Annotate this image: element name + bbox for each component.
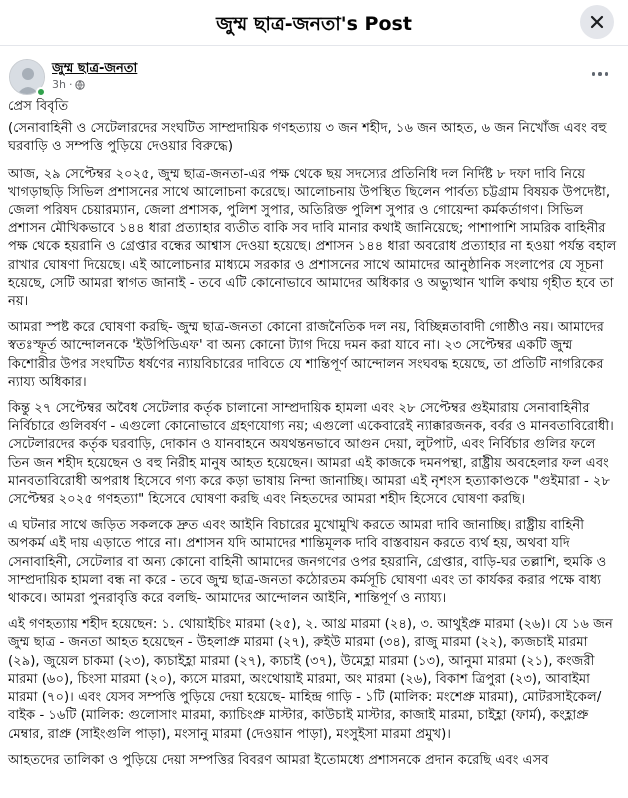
close-button[interactable] <box>580 5 614 39</box>
dot-icon <box>592 72 596 76</box>
dot-icon <box>605 72 609 76</box>
post-meta <box>52 78 85 91</box>
post-heading: প্রেস বিবৃতি <box>8 99 69 114</box>
post-time[interactable]: 3h <box>52 78 66 91</box>
post-paragraph: কিন্তু ২৭ সেপ্টেম্বর অবৈধ সেটেলার কর্তৃক চালানো সাম্প্রদায়িক হামলা এবং ২৮ সেপ্টেম্বর গুইমারায় সেনাবাহিনীর নির্বিচারে গুলিবর্ষণ - এগুলো কোনোভাবে গ্রহণযোগ্য নয়; এগুলো একেবারেই ন্যাক্কারজনক, বর্বর ও মানবতাবিরোধী। সেটেলারদের কর্তৃক ঘরবাড়ি, দোকান ও যানবাহনে অযথন্তনভাবে আগুন দেয়া, লুটপাট, এবং নির্বিচার গুলির ফলে তিন জন শহীদ হয়েছেন ও বহু নিরীহ মানুষ আহত হয়েছেন। আমরা এই কাজকে দমনপন্থা, রাষ্ট্রীয় অবহেলার ফল এবং মানবতাবিরোধী অপরাধ হিসেবে গণ্য করে কড়া ভাষায় নিন্দা জানাচ্ছি। আমরা এই নৃশংস হত্যাকাণ্ডকে "গুইমারা - ২৮ সেপ্টেম্বর ২০২৫ গণহত্যা" হিসেবে ঘোষণা করছি এবং নিহতদের আমরা শহীদ হিসেবে ঘোষণা করছি। <box>8 401 614 508</box>
online-status-dot <box>36 87 46 97</box>
post-author[interactable]: জুম্ম ছাত্র-জনতা <box>52 61 138 76</box>
close-icon <box>589 14 605 30</box>
meta-separator: · <box>68 78 73 91</box>
dialog-title: জুম্ম ছাত্র-জনতা's Post <box>216 13 412 35</box>
post-paragraph: এই গণহত্যায় শহীদ হয়েছেন: ১. থোয়াইচিং মারমা (২৫), ২. আথ্র মারমা (২৪), ৩. আথুইপ্রু মারমা (২৬)। যে ১৬ জন জুম্ম ছাত্র - জনতা আহত হয়েছেন - উহলাপ্রু মারমা (২৭), রুইউ মারমা (৩৪), রাজু মারমা (২২), ক্যজচাই মারমা (২৯), জুয়েল চাকমা (২৩), ক্যচাইহ্লা মারমা (২৭), ক্যচাই (৩৭), উমেহ্লা মারমা (১৩), আনুমা মারমা (২১), কংজরী মারমা (৬০), চিংসা মারমা (২০), ক্যসে মারমা, অংথোয়াই মারমা, অং মারমা (২৬), বিকাশ ত্রিপুরা (২৩), আবাইমা মারমা (৭০)। এবং যেসব সম্পত্তি পুড়িয়ে দেয়া হয়েছে- মাহিন্দ্র গাড়ি - ১টি (মালিক: মংশেপ্রু মারমা), মোটরসাইকেল/বাইক - ১৬টি (মালিক: গুলোসাং মারমা, ক্যাচিংপ্রু মাস্টার, কাউচাই মাস্টার, কাজাই মারমা, চাইহ্লা (ফার্ম), কংহ্লাপ্রু মেম্বার, রাপ্রু (সাইংগুলি পাড়া), মংসানু মারমা (দেওয়ান পাড়া), মংসুইসা মারমা প্রমুখ)। <box>8 617 613 742</box>
dot-icon <box>598 72 602 76</box>
globe-icon <box>75 80 85 90</box>
post-header <box>0 56 628 98</box>
post-paragraph: আমরা স্পষ্ট করে ঘোষণা করছি- জুম্ম ছাত্র-জনতা কোনো রাজনৈতিক দল নয়, বিচ্ছিন্নতাবাদী গোষ্ঠীও নয়। আমাদের স্বতঃস্ফূর্ত আন্দোলনকে 'ইউপিডিএফ' বা অন্য কোনো ট্যাগ দিয়ে দমন করা যাবে না। ২৩ সেপ্টেম্বর একটি জুম্ম কিশোরীর উপর সংঘটিত ধর্ষণের ন্যায়বিচারের দাবিতে যে শান্তিপূর্ণ আন্দোলন সংঘবদ্ধ হয়েছে, তা প্রতিটি নাগরিকের ন্যায্য অধিকার। <box>8 320 604 390</box>
post-subheading: (সেনাবাহিনী ও সেটেলারদের সংঘটিত সাম্প্রদায়িক গণহত্যায় ৩ জন শহীদ, ১৬ জন আহত, ৬ জন নিখোঁজ এবং বহু ঘরবাড়ি ও সম্পত্তি পুড়িয়ে দেওয়ার বিরুদ্ধে) <box>8 121 607 155</box>
more-options-button[interactable] <box>588 64 612 84</box>
post-paragraph: আহতদের তালিকা ও পুড়িয়ে দেয়া সম্পত্তির বিবরণ আমরা ইতোমধ্যে প্রশাসনকে প্রদান করেছি এবং এসব <box>8 752 549 768</box>
post-body <box>8 98 620 778</box>
post-paragraph: আজ, ২৯ সেপ্টেম্বর ২০২৫, জুম্ম ছাত্র-জনতা-এর পক্ষ থেকে ছয় সদস্যের প্রতিনিধি দল নির্দিষ্ট ৮ দফা দাবি নিয়ে খাগড়াছড়ি সিভিল প্রশাসনের সাথে আলোচনা করেছে। আলোচনায় উপস্থিত ছিলেন পার্বত্য চট্টগ্রাম বিষয়ক উপদেষ্টা, জেলা পরিষদ চেয়ারম্যান, জেলা প্রশাসক, পুলিশ সুপার, অতিরিক্ত পুলিশ সুপার ও গোয়েন্দা কর্মকর্তাগণ। সিভিল প্রশাসন মৌখিকভাবে ১৪৪ ধারা প্রত্যাহার ব্যতীত বাকি সব দাবি মানার কথাই জানিয়েছে; পাশাপাশি সামরিক বাহিনীর পক্ষ থেকে হয়রানি ও গ্রেপ্তার বন্ধের আশ্বাস দেওয়া হয়েছে। প্রশাসন ১৪৪ ধারা অবরোধ প্রত্যাহার না হওয়া পর্যন্ত বহাল রাখার ঘোষণা দিয়েছে। এই আলোচনার মাধ্যমে সরকার ও প্রশাসনের সাথে আমাদের আনুষ্ঠানিক সংলাপের যে সূচনা হয়েছে, সেটি আমরা স্বাগত জানাই - তবে এটি কোনোভাবে আমাদের অধিকার ও অভ্যুত্থান খালি কথায় গৃহীত হবে তা নয়। <box>8 166 617 310</box>
post-dialog-header <box>0 0 628 46</box>
post-paragraph: এ ঘটনার সাথে জড়িত সকলকে দ্রুত এবং আইনি বিচারের মুখোমুখি করতে আমরা দাবি জানাচ্ছি। রাষ্ট্রীয় বাহিনী অপকর্ম এই দায় এড়াতে পারে না। প্রশাসন যদি আমাদের শান্তিমূলক দাবি বাস্তবায়ন করতে ব্যর্থ হয়, অথবা যদি সেনাবাহিনী, সেটেলার বা অন্য কোনো বাহিনী আমাদের জনগণের ওপর হয়রানি, গ্রেপ্তার, বাড়ি-ঘর তল্লাশি, হুমকি ও সাম্প্রদায়িক হামলা বন্ধ না করে - তবে জুম্ম ছাত্র-জনতা কঠোরতম কর্মসূচি ঘোষণা এবং তা কার্যকর করার পক্ষে বাধ্য থাকবে। আমরা পুনরাবৃত্তি করে বলছি- আমাদের আন্দোলন আইনি, শান্তিপূর্ণ ও ন্যায্য। <box>8 518 607 607</box>
